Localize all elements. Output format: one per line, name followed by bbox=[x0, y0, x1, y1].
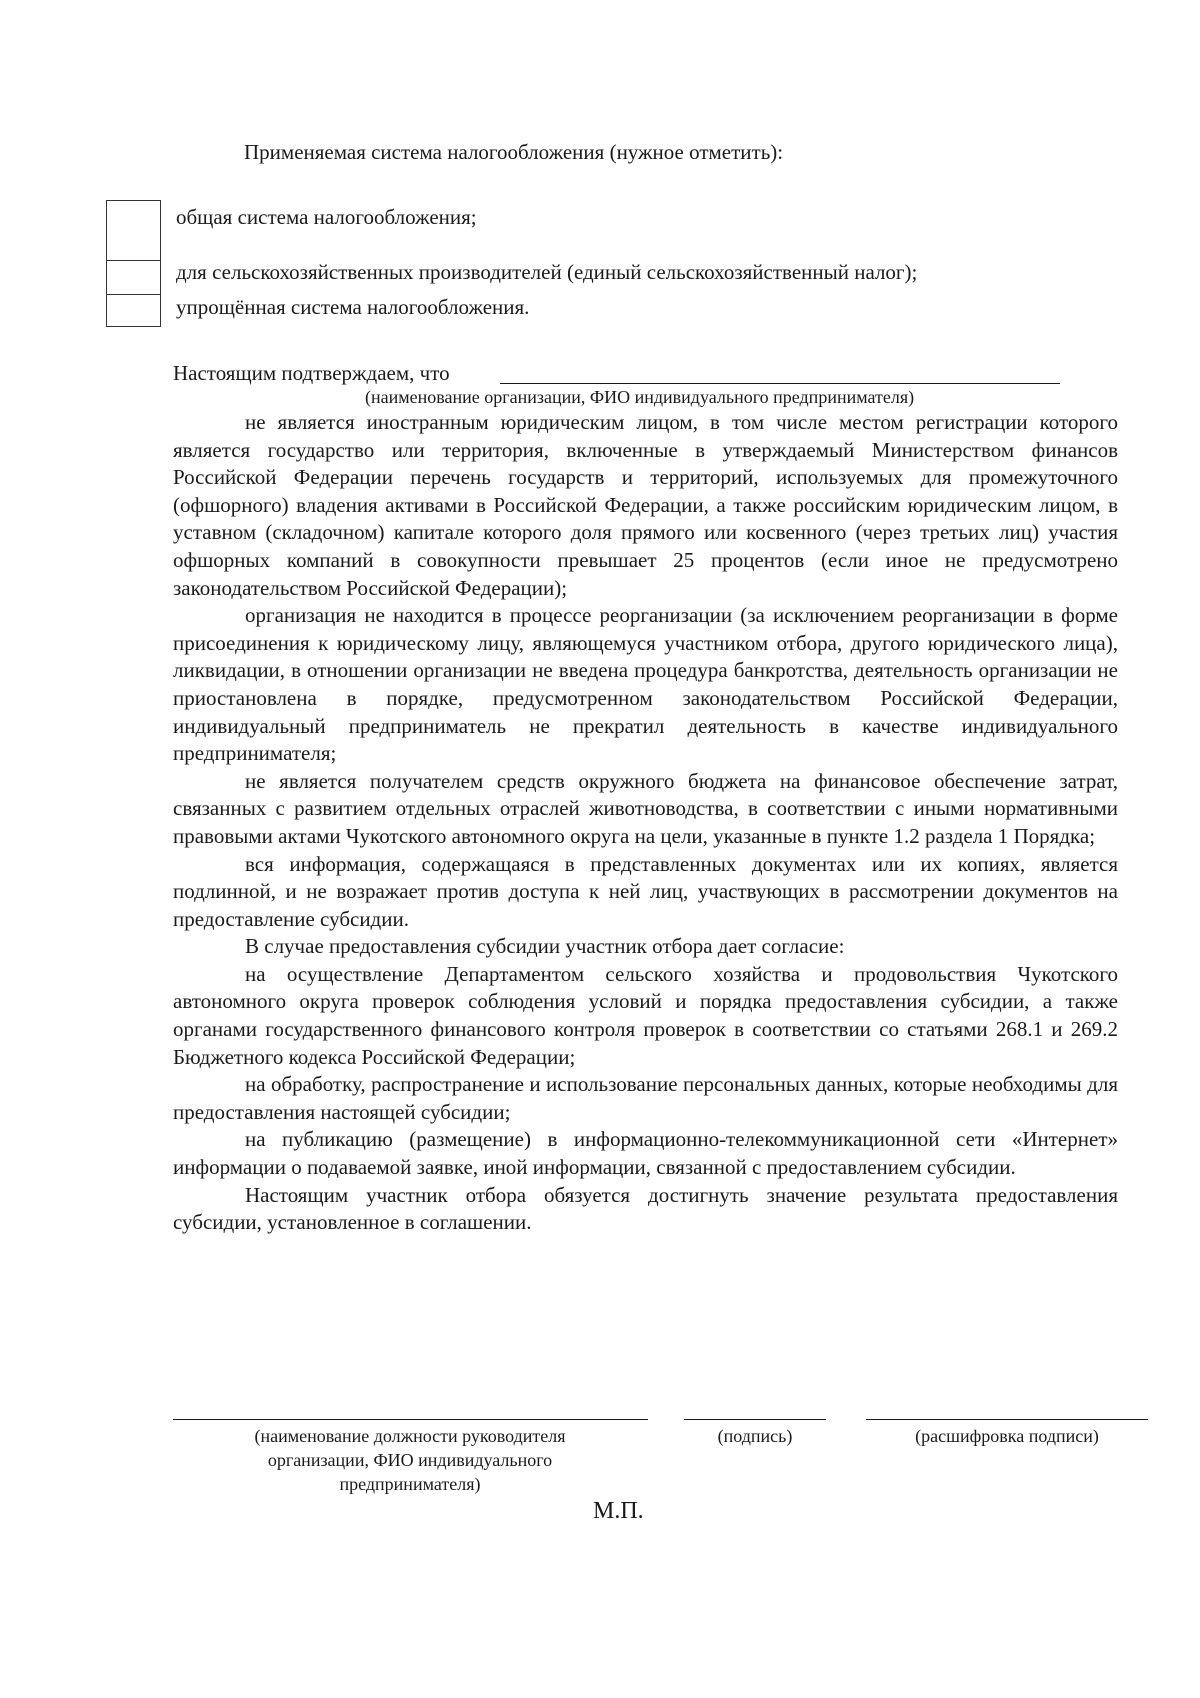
paragraph-information-authentic: вся информация, содержащаяся в представленных документах или их копиях, является подлинной, и не возражает против доступа к ней лиц, участвующих в рассмотрении документов на предоставление субсидии. bbox=[173, 851, 1118, 931]
option-label-general-tax: общая система налогообложения; bbox=[176, 205, 477, 229]
signature-decode-caption: (расшифровка подписи) bbox=[915, 1426, 1099, 1446]
declaration-body bbox=[173, 409, 1118, 1237]
paragraph-consent-intro: В случае предоставления субсидии участник отбора дает согласие: bbox=[245, 934, 845, 959]
signature-caption: (подпись) bbox=[717, 1426, 793, 1446]
tax-system-options bbox=[106, 200, 1106, 327]
paragraph-no-reorganization: организация не находится в процессе реорганизации (за исключением реорганизации в форме присоединения к юридическому лицу, являющемуся участником отбора, другого юридического лица), ликвидации, в отношении организации не введена процедура банкротства, деятельность организации не приостановлена в порядке, предусмотренном законодательством Российской Федерации, индивидуальный предприниматель не прекратил деятельность в качестве индивидуального предпринимателя; bbox=[173, 603, 1118, 766]
paragraph-result-obligation: Настоящим участник отбора обязуется достигнуть значение результата предоставления субсидии, установленное в соглашении. bbox=[173, 1182, 1118, 1235]
tax-system-title: Применяемая система налогообложения (нужное отметить): bbox=[244, 140, 784, 164]
confirmation-lead: Настоящим подтверждаем, что bbox=[173, 361, 450, 385]
checkbox-general-tax[interactable] bbox=[106, 200, 161, 261]
paragraph-not-budget-recipient: не является получателем средств окружного бюджета на финансовое обеспечение затрат, связанных с развитием отдельных отраслей животноводства, в соответствии с иными нормативными правовыми актами Чукотского автономного округа на цели, указанные в пункте 1.2 раздела 1 Порядка; bbox=[173, 768, 1118, 848]
signature-line[interactable] bbox=[684, 1419, 826, 1420]
organization-name-caption: (наименование организации, ФИО индивидуального предпринимателя) bbox=[365, 387, 915, 407]
paragraph-not-foreign-entity: не является иностранным юридическим лицом, в том числе местом регистрации которого является государство или территория, включенные в утверждаемый Министерством финансов Российской Федерации перечень государств и территорий, используемых для промежуточного (офшорного) владения активами в Российской Федерации, а также российским юридическим лицом, в уставном (складочном) капитале которого доля прямого или косвенного (через третьих лиц) участия офшорных компаний в совокупности превышает 25 процентов (если иное не предусмотрено законодательством Российской Федерации); bbox=[173, 410, 1118, 600]
paragraph-consent-publication: на публикацию (размещение) в информационно-телекоммуникационной сети «Интернет» информации о подаваемой заявке, иной информации, связанной с предоставлением субсидии. bbox=[173, 1127, 1118, 1180]
organization-name-field[interactable] bbox=[500, 383, 1060, 384]
checkbox-agricultural-tax[interactable] bbox=[106, 260, 161, 295]
signature-decode-line[interactable] bbox=[866, 1419, 1148, 1420]
position-caption: (наименование должности руководителя организации, ФИО индивидуального предпринимателя) bbox=[254, 1426, 566, 1494]
paragraph-consent-personal-data: на обработку, распространение и использование персональных данных, которые необходимы для предоставления настоящей субсидии; bbox=[173, 1072, 1118, 1124]
checkbox-simplified-tax[interactable] bbox=[106, 294, 161, 327]
option-label-agricultural-tax: для сельскохозяйственных производителей (единый сельскохозяйственный налог); bbox=[176, 260, 918, 284]
stamp-placeholder: М.П. bbox=[593, 1498, 644, 1524]
option-label-simplified-tax: упрощённая система налогообложения. bbox=[176, 295, 530, 319]
paragraph-consent-inspections: на осуществление Департаментом сельского хозяйства и продовольствия Чукотского автономного округа проверок соблюдения условий и порядка предоставления субсидии, а также органами государственного финансового контроля проверок в соответствии со статьями 268.1 и 269.2 Бюджетного кодекса Российской Федерации; bbox=[173, 961, 1118, 1069]
position-signature-line[interactable] bbox=[173, 1419, 648, 1420]
